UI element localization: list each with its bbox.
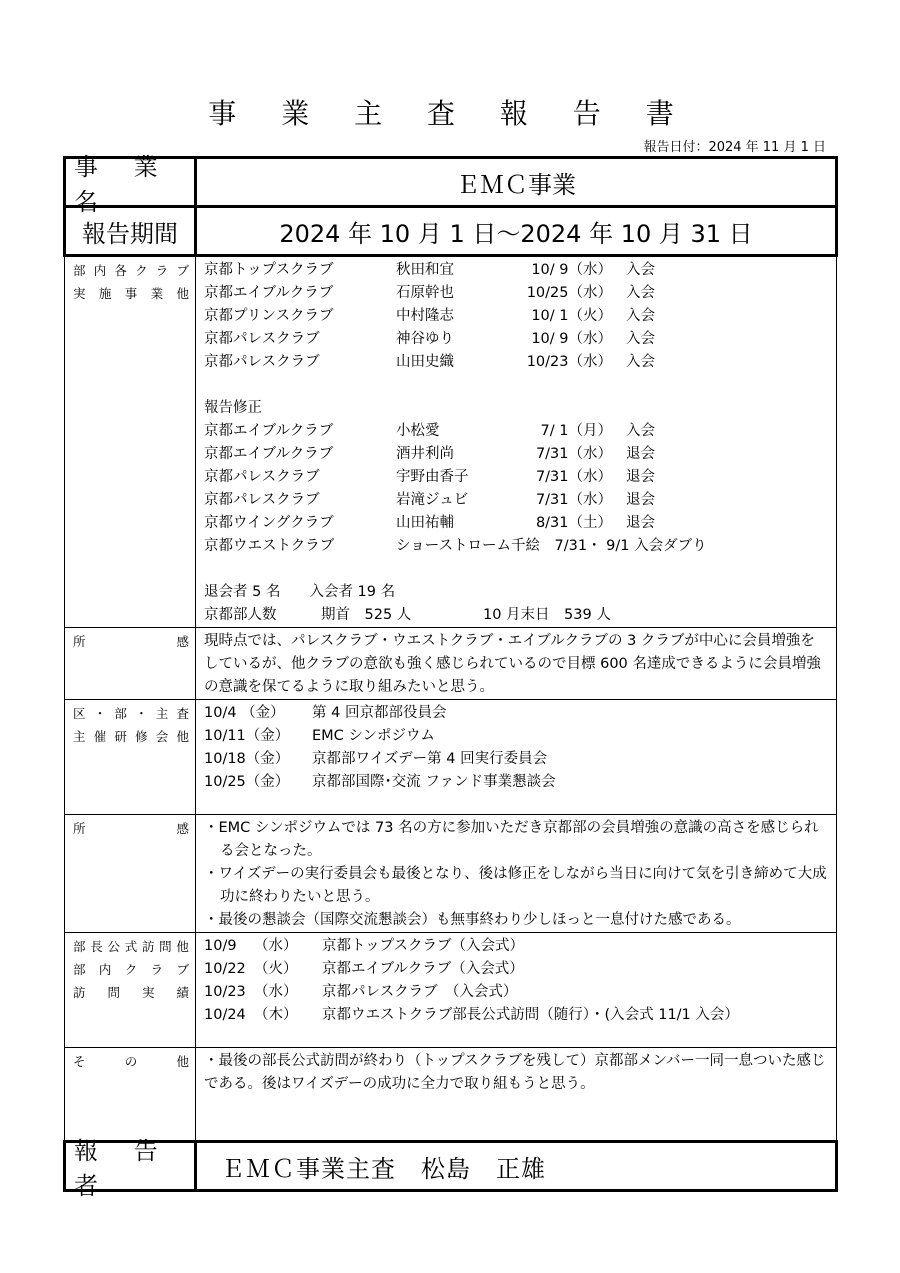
member-date: 10/ 1（火） [531, 308, 612, 324]
visit-day: （木） [254, 1007, 298, 1023]
period-label: 報告期間 [82, 219, 178, 248]
label-char: ・ [93, 706, 107, 721]
member-row [204, 489, 828, 512]
label-char: 会 [155, 729, 169, 744]
member-name: 中村隆志 [396, 308, 454, 324]
visit-day: （水） [254, 938, 298, 954]
label-char: 感 [176, 634, 189, 649]
label-char: 修 [135, 729, 148, 744]
label-line [73, 725, 189, 748]
member-date: 10/25（水） [526, 285, 612, 301]
document-title: 事 業 主 査 報 告 書 [208, 97, 692, 130]
label-char: 所 [73, 634, 86, 649]
correction-note: ショーストローム千絵 7/31・ 9/1 入会ダブり [396, 538, 707, 554]
label-char: 各 [114, 263, 127, 278]
label-char: 内 [93, 263, 107, 278]
club-name: 京都エイブルクラブ [204, 446, 334, 462]
member-date: 10/ 9（水） [531, 262, 612, 278]
label-char: 訪 [141, 939, 155, 954]
label-char: ラ [155, 263, 169, 278]
project-label: 事 業 名 [74, 153, 172, 216]
member-status: 退会 [626, 492, 655, 508]
event-row [204, 771, 828, 794]
label-line [73, 935, 189, 958]
report-form [63, 153, 838, 1200]
member-name: 山田史織 [396, 354, 454, 370]
label-char: 部 [73, 939, 86, 954]
label-char: 式 [124, 939, 138, 954]
label-char: の [124, 1054, 138, 1069]
club-activities-content [196, 257, 836, 627]
label-char: ブ [176, 263, 189, 278]
member-name: 山田祐輔 [396, 515, 454, 531]
label-char: 事 [124, 286, 138, 301]
label-char: 主 [155, 706, 169, 721]
impression-bullet: ・最後の懇談会（国際交流懇談会）も無事終わり少しほっと一息付けた感である。 [204, 912, 741, 928]
visit-row [204, 935, 828, 958]
label-char: ・ [135, 706, 148, 721]
club-name: 京都パレスクラブ [204, 354, 320, 370]
label-char: そ [73, 1054, 86, 1069]
member-status: 入会 [626, 285, 655, 301]
member-summary-1: 退会者 5 名 入会者 19 名 [204, 584, 396, 600]
label-char: 区 [73, 706, 86, 721]
label-char: 他 [176, 1054, 189, 1069]
label-char: 査 [176, 706, 189, 721]
label-char: 内 [98, 962, 112, 977]
label-char: 部 [73, 962, 86, 977]
other-row [65, 1048, 837, 1142]
district-training-label [65, 700, 195, 748]
club-name: 京都プリンスクラブ [204, 308, 334, 324]
label-line [73, 981, 189, 1004]
member-status: 入会 [626, 423, 655, 439]
label-char: 他 [176, 939, 189, 954]
label-char: 施 [98, 286, 112, 301]
member-name: 石原幹也 [396, 285, 454, 301]
label-char: ク [135, 263, 148, 278]
period-value: 2024 年 10 月 1 日～2024 年 10 月 31 日 [279, 219, 753, 248]
club-name: 京都ウエストクラブ [204, 538, 335, 554]
visit-date: 10/23 [204, 984, 246, 1000]
label-line [73, 958, 189, 981]
summary-end: 10 月末日 539 人 [483, 607, 611, 623]
label-line [73, 1050, 189, 1073]
member-name: 酒井利尚 [396, 446, 454, 462]
label-line [73, 259, 189, 282]
district-training-row [65, 700, 837, 815]
impression-bullet: ・ワイズデーの実行委員会も最後となり、後は修正をしながら当日に向けて気を引き締めて大成功に終わりたいと思う。 [204, 866, 827, 905]
visits-row [65, 933, 837, 1048]
event-name: 第 4 回京都部役員会 [312, 705, 447, 721]
reporter-label: 報 告 者 [74, 1137, 172, 1200]
project-value: ＥＭＣ事業 [456, 170, 576, 199]
club-name: 京都エイブルクラブ [204, 423, 334, 439]
member-status: 入会 [626, 308, 655, 324]
district-training-content [196, 700, 836, 794]
visit-text: 京都パレスクラブ （入会式） [322, 984, 518, 1000]
member-date: 7/31（水） [535, 469, 612, 485]
label-char: 実 [73, 286, 86, 301]
impression1-text: 現時点では、パレスクラブ・ウエストクラブ・エイブルクラブの 3 クラブが中心に会員増強をしているが、他クラブの意欲も強く感じられているので目標 600 名達成できるように会員増強の意識を保てるように取り組みたいと思う。 [204, 633, 821, 695]
member-date: 10/ 9（水） [531, 331, 612, 347]
reporter-value: ＥＭＣ事業主査 松島 正雄 [221, 1154, 546, 1183]
member-status: 入会 [626, 262, 655, 278]
summary-start: 期首 525 人 [321, 607, 412, 623]
club-name: 京都ウイングクラブ [204, 515, 334, 531]
club-name: 京都パレスクラブ [204, 492, 320, 508]
event-name: EMC シンポジウム [312, 728, 435, 744]
visit-row [204, 1004, 828, 1027]
member-row [204, 512, 828, 535]
label-char: 催 [93, 729, 107, 744]
visits-content [196, 933, 836, 1027]
label-char: 業 [150, 286, 164, 301]
label-char: 長 [90, 939, 103, 954]
visit-text: 京都エイブルクラブ（入会式） [322, 961, 524, 977]
label-line [73, 817, 189, 840]
event-row [204, 748, 828, 771]
visits-label [65, 933, 195, 1004]
label-char: ク [124, 962, 138, 977]
other-text: ・最後の部長公式訪問が終わり（トップスクラブを残して）京都部メンバー一同一息ついた感じである。後はワイズデーの成功に全力で取り組もうと思う。 [204, 1053, 826, 1092]
label-char: 問 [107, 985, 120, 1000]
visit-date: 10/24 [204, 1007, 246, 1023]
member-row [204, 466, 828, 489]
member-date: 10/23（水） [526, 354, 612, 370]
event-date: 10/4 （金） [204, 705, 285, 721]
member-name: 神谷ゆり [396, 331, 454, 347]
event-name: 京都部国際･交流 ファンド事業懇談会 [312, 774, 556, 790]
member-status: 退会 [626, 469, 655, 485]
member-status: 退会 [626, 515, 655, 531]
label-char: ブ [176, 962, 189, 977]
other-label [65, 1048, 195, 1073]
member-summary-2 [204, 604, 828, 627]
label-char: 公 [107, 939, 120, 954]
visit-date: 10/9 [204, 938, 237, 954]
member-name: 岩滝ジュビ [396, 492, 469, 508]
visit-text: 京都トップスクラブ（入会式） [322, 938, 524, 954]
member-status: 入会 [626, 354, 655, 370]
project-row [65, 158, 837, 207]
label-line [73, 702, 189, 725]
correction-heading: 報告修正 [204, 400, 262, 416]
member-row [204, 351, 828, 374]
event-date: 10/11（金） [204, 728, 290, 744]
label-char: 他 [176, 729, 189, 744]
event-name: 京都部ワイズデー第 4 回実行委員会 [312, 751, 548, 767]
club-name: 京都トップスクラブ [204, 262, 334, 278]
visit-text: 京都ウエストクラブ部長公式訪問（随行）・(入会式 11/1 入会） [322, 1007, 739, 1023]
label-char: 所 [73, 821, 86, 836]
label-char: 主 [73, 729, 86, 744]
label-char: 部 [73, 263, 86, 278]
label-line [73, 282, 189, 305]
event-date: 10/25（金） [204, 774, 290, 790]
label-char: 実 [141, 985, 155, 1000]
event-date: 10/18（金） [204, 751, 290, 767]
label-line [73, 630, 189, 653]
visit-date: 10/22 [204, 961, 246, 977]
impression-label [65, 628, 195, 653]
club-name: 京都パレスクラブ [204, 469, 320, 485]
event-row [204, 702, 828, 725]
reporter-row [65, 1142, 837, 1191]
member-date: 7/31（水） [535, 492, 612, 508]
member-row [204, 328, 828, 351]
visit-day: （火） [254, 961, 298, 977]
impression2-row [65, 815, 837, 933]
member-row [204, 420, 828, 443]
report-date: 報告日付：2024 年 11 月 1 日 [643, 140, 826, 155]
label-char: ラ [150, 962, 164, 977]
club-activities-row [65, 256, 837, 628]
impression-label [65, 815, 195, 840]
member-name: 秋田和宜 [396, 262, 454, 278]
correction-last-row [204, 535, 828, 558]
member-date: 7/ 1（月） [540, 423, 612, 439]
member-date: 7/31（水） [535, 446, 612, 462]
label-char: 訪 [73, 985, 86, 1000]
label-char: 他 [176, 286, 189, 301]
impression2-content [196, 815, 836, 932]
member-name: 小松愛 [396, 423, 440, 439]
member-date: 8/31（土） [535, 515, 612, 531]
impression1-row [65, 628, 837, 700]
member-row [204, 282, 828, 305]
event-row [204, 725, 828, 748]
member-status: 入会 [626, 331, 655, 347]
label-char: 部 [114, 706, 127, 721]
member-status: 退会 [626, 446, 655, 462]
impression-bullet: ・EMC シンポジウムでは 73 名の方に参加いただき京都部の会員増強の意識の高さを感じられる会となった。 [204, 820, 819, 859]
label-char: 績 [176, 985, 189, 1000]
visit-row [204, 981, 828, 1004]
visit-row [204, 958, 828, 981]
label-char: 問 [159, 939, 172, 954]
member-row [204, 259, 828, 282]
member-name: 宇野由香子 [396, 469, 469, 485]
club-activities-label [65, 257, 195, 305]
member-row [204, 443, 828, 466]
label-char: 感 [176, 821, 189, 836]
member-row [204, 305, 828, 328]
visit-day: （水） [254, 984, 298, 1000]
label-char: 研 [114, 729, 127, 744]
club-name: 京都エイブルクラブ [204, 285, 334, 301]
summary-label: 京都部人数 [204, 607, 277, 623]
club-name: 京都パレスクラブ [204, 331, 320, 347]
